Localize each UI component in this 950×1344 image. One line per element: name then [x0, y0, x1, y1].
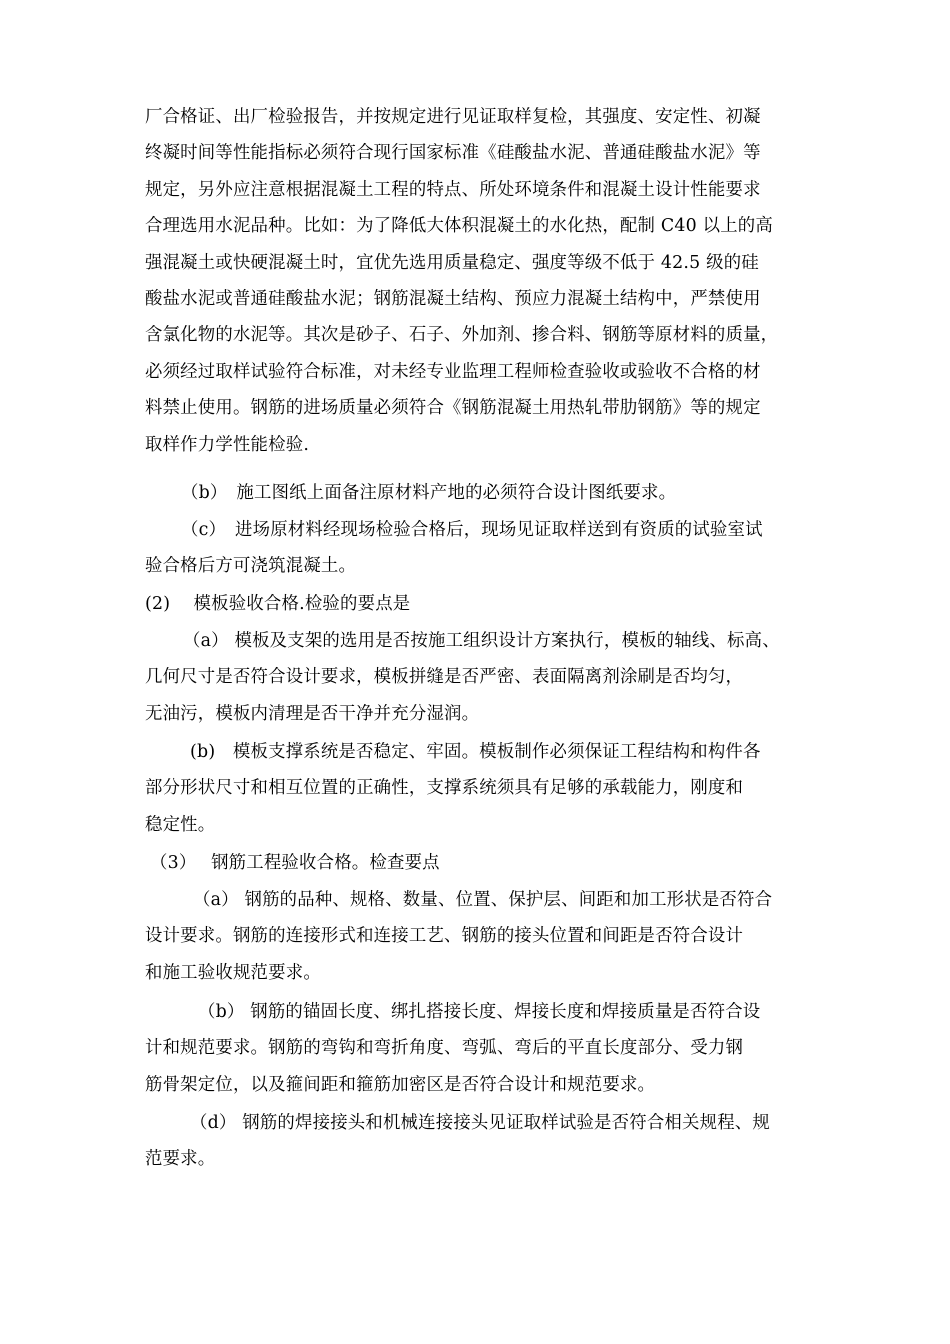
- text-line: 取样作力学性能检验.: [145, 434, 310, 455]
- text-line: 酸盐水泥或普通硅酸盐水泥；钢筋混凝土结构、预应力混凝土结构中，严禁使用: [145, 288, 761, 309]
- section-heading-formwork: [145, 586, 410, 622]
- text-line: （a） 模板及支架的选用是否按施工组织设计方案执行，模板的轴线、标高、: [183, 631, 780, 651]
- text-line: (2) 模板验收合格.检验的要点是: [145, 594, 411, 614]
- paragraph-item-c-sampling: [145, 512, 763, 585]
- text-line: 含氯化物的水泥等。其次是砂子、石子、外加剂、掺合料、钢筋等原材料的质量，: [145, 325, 779, 346]
- text-line: 设计要求。钢筋的连接形式和连接工艺、钢筋的接头位置和间距是否符合设计: [145, 926, 744, 947]
- text-line: 部分形状尺寸和相互位置的正确性，支撑系统须具有足够的承载能力，刚度和: [145, 778, 744, 799]
- paragraph-item-b-drawings: [181, 475, 676, 511]
- text-line: 料禁止使用。钢筋的进场质量必须符合《钢筋混凝土用热轧带肋钢筋》等的规定: [145, 398, 761, 419]
- text-line: （b） 钢筋的锚固长度、绑扎搭接长度、焊接长度和焊接质量是否符合设: [198, 1002, 761, 1022]
- section-heading-rebar: [150, 845, 440, 881]
- paragraph-cement-quality: [145, 99, 778, 463]
- text-line: 必须经过取样试验符合标准，对未经专业监理工程师检查验收或验收不合格的材: [145, 361, 761, 382]
- text-line: 稳定性。: [145, 814, 216, 835]
- paragraph-rebar-a: [145, 882, 773, 991]
- paragraph-formwork-a: [145, 623, 780, 732]
- text-line: 计和规范要求。钢筋的弯钩和弯折角度、弯弧、弯后的平直长度部分、受力钢: [145, 1038, 744, 1059]
- text-line: 规定，另外应注意根据混凝土工程的特点、所处环境条件和混凝土设计性能要求: [145, 179, 761, 200]
- paragraph-formwork-b: [145, 734, 761, 843]
- text-line: 范要求。: [145, 1149, 216, 1170]
- text-line: （b） 施工图纸上面备注原材料产地的必须符合设计图纸要求。: [181, 483, 677, 503]
- text-line: 终凝时间等性能指标必须符合现行国家标准《硅酸盐水泥、普通硅酸盐水泥》等: [145, 143, 761, 164]
- text-line: 合理选用水泥品种。比如：为了降低大体积混凝土的水化热，配制 C40 以上的高: [145, 216, 773, 237]
- paragraph-rebar-d: [145, 1105, 770, 1178]
- text-line: 筋骨架定位，以及箍间距和箍筋加密区是否符合设计和规范要求。: [145, 1074, 656, 1095]
- text-line: 无油污，模板内清理是否干净并充分湿润。: [145, 703, 480, 724]
- paragraph-rebar-b: [145, 994, 761, 1103]
- text-line: （c） 进场原材料经现场检验合格后，现场见证取样送到有资质的试验室试: [181, 520, 763, 540]
- text-line: （a） 钢筋的品种、规格、数量、位置、保护层、间距和加工形状是否符合: [193, 890, 773, 910]
- text-line: 几何尺寸是否符合设计要求，模板拼缝是否严密、表面隔离剂涂刷是否均匀，: [145, 667, 744, 688]
- text-line: （d） 钢筋的焊接接头和机械连接接头见证取样试验是否符合相关规程、规: [190, 1113, 770, 1133]
- text-line: 和施工验收规范要求。: [145, 962, 321, 983]
- text-line: 强混凝土或快硬混凝土时，宜优先选用质量稳定、强度等级不低于 42.5 级的硅: [145, 252, 759, 273]
- text-line: (b) 模板支撑系统是否稳定、牢固。模板制作必须保证工程结构和构件各: [190, 742, 761, 762]
- text-line: 验合格后方可浇筑混凝土。: [145, 556, 357, 577]
- text-line: 厂合格证、出厂检验报告，并按规定进行见证取样复检，其强度、安定性、初凝: [145, 107, 761, 127]
- text-line: （3） 钢筋工程验收合格。检查要点: [150, 853, 440, 873]
